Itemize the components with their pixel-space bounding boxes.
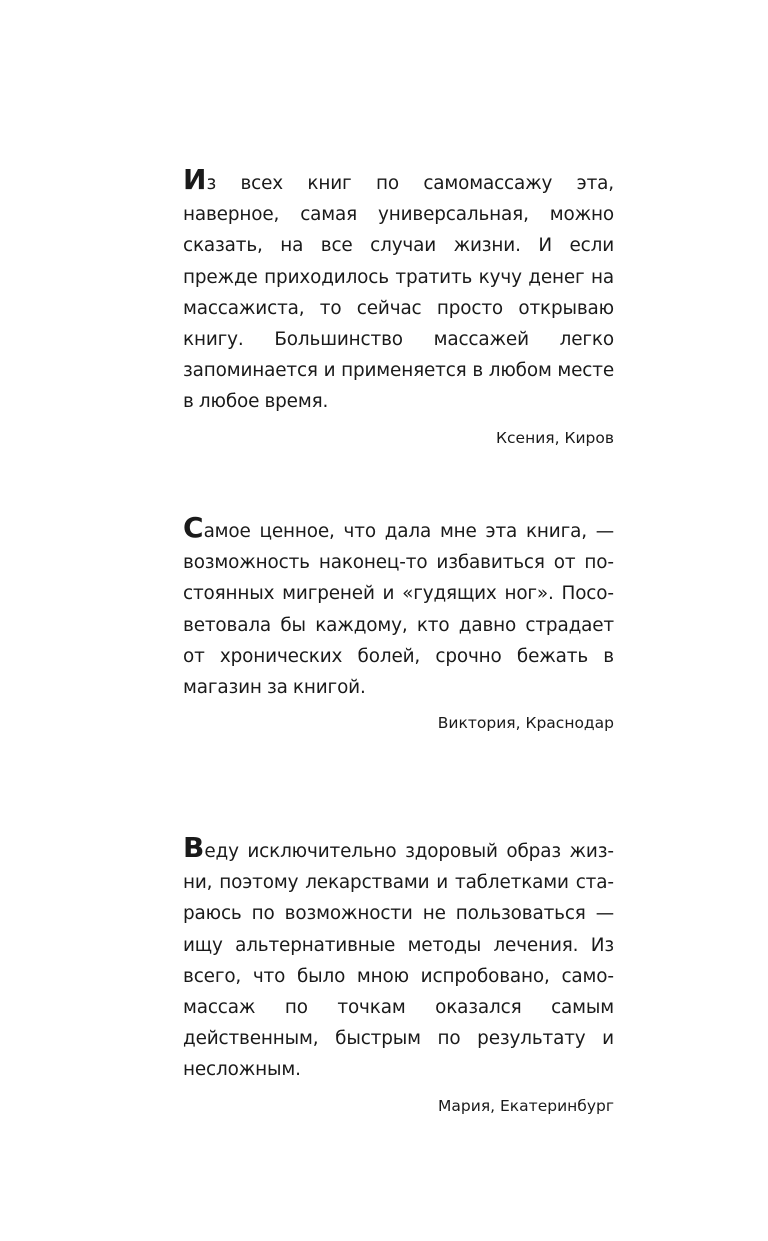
drop-cap: И: [183, 163, 207, 196]
review-viktoria: [183, 511, 614, 734]
review-text: [183, 511, 614, 703]
review-author: Мария, Екатеринбург: [438, 1096, 614, 1115]
review-author: Ксения, Киров: [496, 428, 614, 447]
review-body: еду исключительно здоровый образ жизни, поэтому лекарствами и таблетками стараюсь по возможности не пользоваться — ищу альтернативные методы лечения. Из всего, что было мною испробовано, самомассаж по точкам оказался самым действенным, быстрым по результату и несложным.: [183, 841, 614, 1081]
review-text: [183, 163, 614, 418]
review-body: з всех книг по самомассажу эта, наверное, самая универсальная, можно сказать, на все случаи жизни. И если прежде приходилось тратить кучу денег на массажиста, то сейчас просто открываю книгу. Большинство массажей легко запоминается и применяется в любом месте в любое время.: [183, 173, 614, 413]
drop-cap: В: [183, 831, 205, 864]
review-ksenia: [183, 163, 614, 449]
review-author: Виктория, Краснодар: [437, 714, 614, 733]
drop-cap: С: [183, 511, 204, 544]
review-body: амое ценное, что дала мне эта книга, — возможность наконец-то избавиться от постоянных мигреней и «гудящих ног». Посоветовала бы каждому, кто давно страдает от хронических болей, срочно бежать в магазин за книгой.: [183, 521, 614, 699]
review-text: [183, 831, 614, 1086]
review-maria: [183, 831, 614, 1117]
